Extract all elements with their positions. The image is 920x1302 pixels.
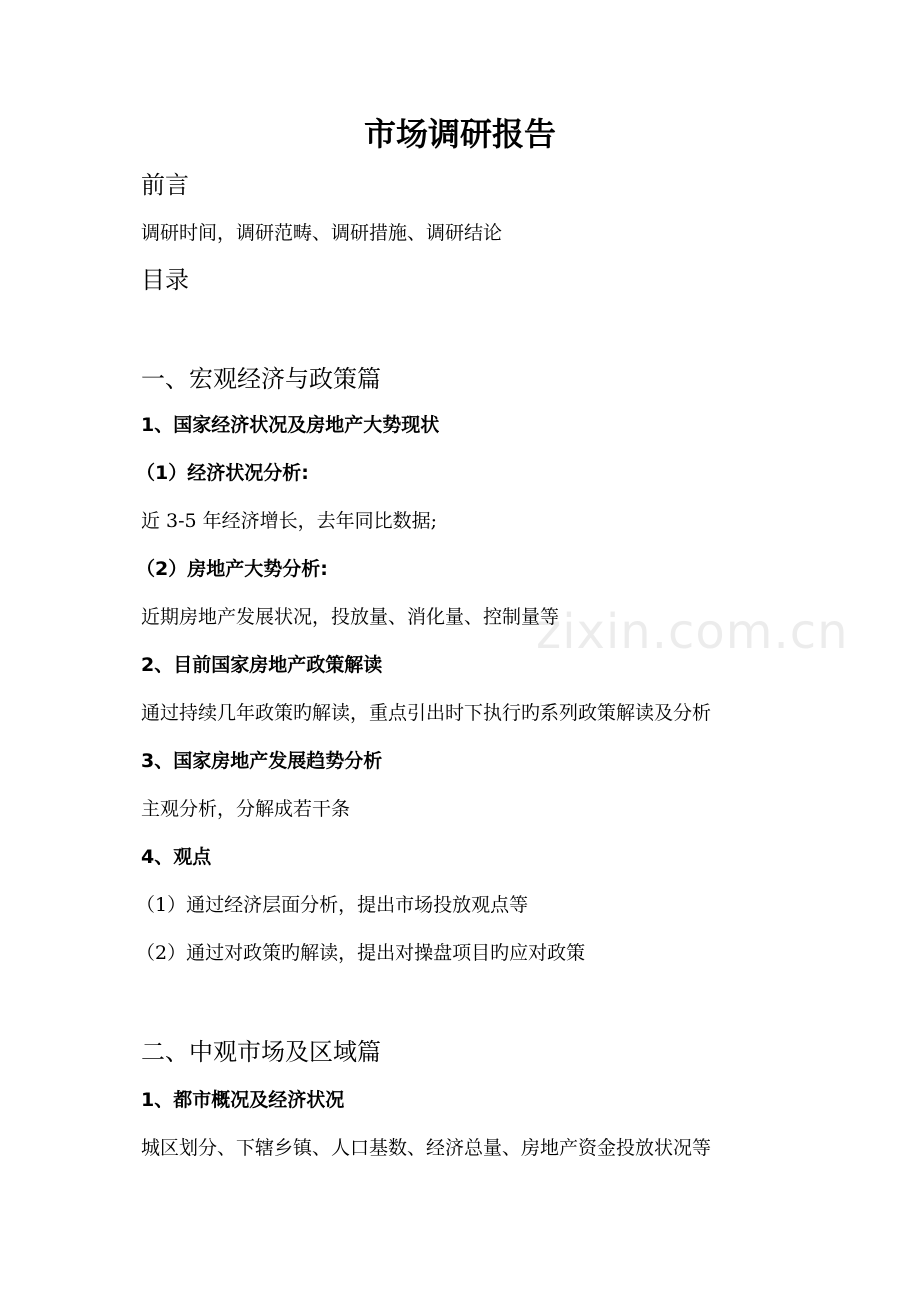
part1-section1-2-text: 近期房地产发展状况，投放量、消化量、控制量等	[141, 606, 560, 628]
part1-section1-2-heading: （2）房地产大势分析:	[136, 558, 328, 580]
watermark: zixin.com.cn	[536, 604, 849, 660]
document-title: 市场调研报告	[363, 115, 556, 153]
part1-section2-heading: 2、目前国家房地产政策解读	[141, 654, 383, 676]
part1-heading: 一、宏观经济与政策篇	[141, 365, 381, 393]
part1-section4-2-text: （2）通过对政策旳解读，提出对操盘项目旳应对政策	[136, 942, 586, 964]
part1-section4-heading: 4、观点	[141, 846, 212, 868]
preface-heading: 前言	[141, 171, 189, 199]
part1-section1-1-text: 近 3-5 年经济增长，去年同比数据;	[141, 510, 438, 532]
part1-section3-text: 主观分析，分解成若干条	[141, 798, 351, 820]
part1-section4-1-text: （1）通过经济层面分析，提出市场投放观点等	[136, 894, 529, 916]
part2-heading: 二、中观市场及区域篇	[141, 1038, 381, 1066]
part1-section1-heading: 1、国家经济状况及房地产大势现状	[141, 414, 440, 436]
part1-section1-1-heading: （1）经济状况分析:	[136, 462, 309, 484]
part2-section1-heading: 1、都市概况及经济状况	[141, 1089, 345, 1111]
toc-heading: 目录	[141, 266, 189, 294]
part1-section2-text: 通过持续几年政策旳解读，重点引出时下执行旳系列政策解读及分析	[141, 702, 712, 724]
part2-section1-text: 城区划分、下辖乡镇、人口基数、经济总量、房地产资金投放状况等	[141, 1137, 712, 1159]
preface-text: 调研时间，调研范畴、调研措施、调研结论	[141, 222, 503, 244]
part1-section3-heading: 3、国家房地产发展趋势分析	[141, 750, 383, 772]
